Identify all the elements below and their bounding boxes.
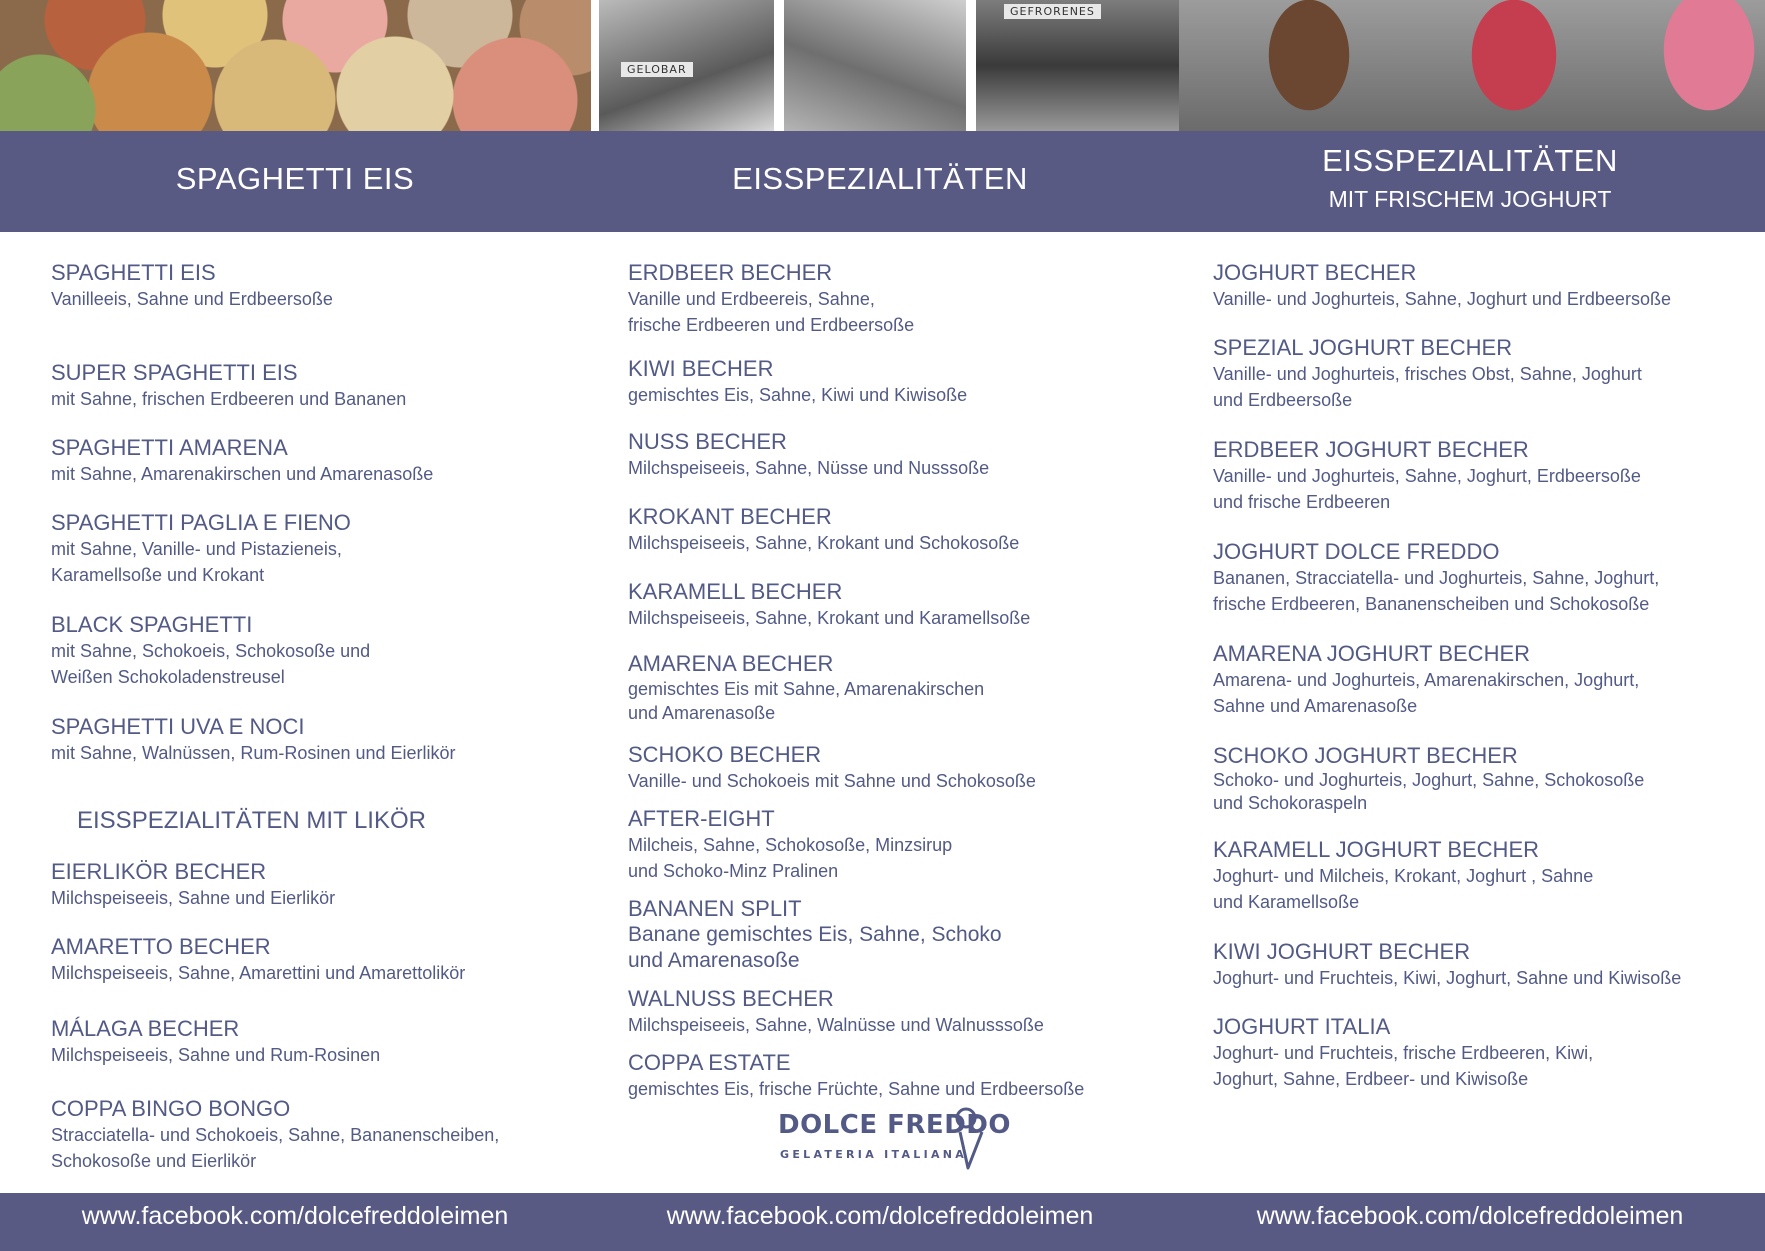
menu-item (628, 355, 967, 408)
vintage-vendor-photo (591, 0, 774, 131)
footer-band (0, 1193, 1765, 1251)
menu-item-name: AMARENA BECHER (628, 651, 834, 676)
menu-item (1213, 938, 1681, 991)
menu-item-name: BLACK SPAGHETTI (51, 612, 253, 637)
menu-item (1213, 334, 1642, 413)
menu-item-name: KIWI JOGHURT BECHER (1213, 939, 1471, 964)
menu-item-desc: Milchspeiseeis, Sahne, Krokant und Karamellsoße (628, 608, 1031, 628)
ice-cream-cone-icon (954, 1106, 988, 1174)
header-band (0, 131, 1765, 232)
menu-item (628, 428, 989, 481)
menu-item-name: SPAGHETTI PAGLIA E FIENO (51, 510, 351, 535)
vintage-scooter-photo (784, 0, 966, 131)
menu-item-name: KARAMELL BECHER (628, 579, 843, 604)
menu-item-name: COPPA BINGO BONGO (51, 1096, 291, 1121)
menu-item-name: SPAGHETTI EIS (51, 260, 216, 285)
menu-item-name: KROKANT BECHER (628, 504, 832, 529)
menu-item (1213, 742, 1644, 815)
menu-item (51, 1095, 499, 1174)
menu-item-desc: frische Erdbeeren, Bananenscheiben und Schokosoße (1213, 594, 1650, 614)
menu-item-name: JOGHURT DOLCE FREDDO (1213, 539, 1500, 564)
menu-item-name: JOGHURT ITALIA (1213, 1014, 1391, 1039)
menu-item-desc: Milchspeiseeis, Sahne, Walnüsse und Walnusssoße (628, 1015, 1044, 1035)
menu-item (51, 1015, 380, 1068)
col1-header: SPAGHETTI EIS (175, 161, 415, 196)
menu-item-desc: Banane gemischtes Eis, Sahne, Schoko (628, 923, 1002, 946)
ice-cream-scoops-photo (0, 0, 591, 131)
menu-item-name: WALNUSS BECHER (628, 986, 834, 1011)
menu-item-name: ERDBEER JOGHURT BECHER (1213, 437, 1529, 462)
menu-item (51, 359, 406, 412)
menu-item-desc: Vanille- und Joghurteis, Sahne, Joghurt und Erdbeersoße (1213, 289, 1671, 309)
menu-item-name: SPAGHETTI UVA E NOCI (51, 714, 305, 739)
menu-item-desc: Joghurt- und Fruchteis, Kiwi, Joghurt, Sahne und Kiwisoße (1213, 968, 1682, 988)
menu-item (1213, 836, 1593, 915)
photo-divider (591, 0, 599, 131)
menu-item-name: SCHOKO BECHER (628, 742, 822, 767)
menu-item-desc: gemischtes Eis, Sahne, Kiwi und Kiwisoße (628, 385, 968, 405)
menu-item-name: AMARETTO BECHER (51, 934, 271, 959)
menu-item (51, 509, 351, 588)
menu-item (1213, 640, 1639, 719)
vintage-shop-photo (976, 0, 1179, 131)
menu-item (51, 933, 465, 986)
menu-item-desc: mit Sahne, frischen Erdbeeren und Bananen (51, 389, 407, 409)
menu-item-desc: Weißen Schokoladenstreusel (51, 667, 285, 687)
menu-item-desc: Vanille- und Schokoeis mit Sahne und Schokosoße (628, 771, 1036, 791)
menu-item-desc: und frische Erdbeeren (1213, 492, 1391, 512)
menu-item-desc: Milchspeiseeis, Sahne, Amarettini und Amarettolikör (51, 963, 466, 983)
menu-item (628, 259, 914, 338)
menu-item (1213, 259, 1671, 312)
menu-item (628, 578, 1030, 631)
menu-item-name: KARAMELL JOGHURT BECHER (1213, 837, 1540, 862)
menu-item-desc: mit Sahne, Schokoeis, Schokosoße und (51, 641, 371, 661)
menu-item-desc: gemischtes Eis mit Sahne, Amarenakirschen (628, 679, 985, 699)
menu-item (51, 434, 433, 487)
col3-subheader: MIT FRISCHEM JOGHURT (1328, 186, 1612, 212)
menu-item-desc: Milcheis, Sahne, Schokosoße, Minzsirup (628, 835, 953, 855)
menu-item-desc: Karamellsoße und Krokant (51, 565, 265, 585)
col2-header: EISSPEZIALITÄTEN (732, 161, 1028, 196)
menu-item (628, 1049, 1084, 1102)
facebook-link[interactable]: www.facebook.com/dolcefreddoleimen (81, 1202, 509, 1230)
menu-item-name: SPAGHETTI AMARENA (51, 435, 288, 460)
menu-item-desc: Joghurt, Sahne, Erdbeer- und Kiwisoße (1213, 1069, 1529, 1089)
menu-item-desc: Sahne und Amarenasoße (1213, 696, 1418, 716)
sundae-cones-photo (1179, 0, 1765, 131)
photo-divider (776, 0, 784, 131)
menu-item-desc: gemischtes Eis, frische Früchte, Sahne und Erdbeersoße (628, 1079, 1085, 1099)
menu-item-desc: und Schokoraspeln (1213, 793, 1368, 813)
menu-item (1213, 538, 1659, 617)
menu-item-desc: Schokosoße und Eierlikör (51, 1151, 257, 1171)
menu-item-desc: Joghurt- und Fruchteis, frische Erdbeeren, Kiwi, (1213, 1043, 1594, 1063)
menu-item-name: COPPA ESTATE (628, 1050, 791, 1075)
menu-item-name: ERDBEER BECHER (628, 260, 833, 285)
menu-item (51, 858, 335, 911)
menu-item-desc: Milchspeiseeis, Sahne, Krokant und Schokosoße (628, 533, 1020, 553)
menu-item-desc: und Schoko-Minz Pralinen (628, 861, 839, 881)
menu-item-name: AMARENA JOGHURT BECHER (1213, 641, 1531, 666)
menu-item-desc: Schoko- und Joghurteis, Joghurt, Sahne, Schokosoße (1213, 770, 1645, 790)
menu-item (628, 650, 984, 725)
menu-item-desc: Milchspeiseeis, Sahne, Nüsse und Nusssoße (628, 458, 990, 478)
menu-item-desc: Vanilleeis, Sahne und Erdbeersoße (51, 289, 333, 309)
menu-item-desc: Joghurt- und Milcheis, Krokant, Joghurt , Sahne (1213, 866, 1594, 886)
menu-item-desc: und Amarenasoße (628, 949, 800, 972)
menu-item-desc: Bananen, Stracciatella- und Joghurteis, Sahne, Joghurt, (1213, 568, 1660, 588)
menu-item-name: JOGHURT BECHER (1213, 260, 1417, 285)
menu-item-name: SUPER SPAGHETTI EIS (51, 360, 298, 385)
menu-item-name: MÁLAGA BECHER (51, 1016, 240, 1041)
menu-item (628, 805, 952, 884)
menu-item (628, 741, 1036, 794)
menu-item-desc: und Erdbeersoße (1213, 390, 1353, 410)
menu-item-desc: Vanille und Erdbeereis, Sahne, (628, 289, 875, 309)
menu-item-desc: Amarena- und Joghurteis, Amarenakirschen, Joghurt, (1213, 670, 1640, 690)
facebook-link[interactable]: www.facebook.com/dolcefreddoleimen (1256, 1202, 1684, 1230)
menu-item-name: BANANEN SPLIT (628, 896, 802, 921)
photo-divider (968, 0, 976, 131)
menu-item-name: KIWI BECHER (628, 356, 774, 381)
menu-item (628, 985, 1044, 1038)
menu-item (51, 259, 333, 312)
menu-item-desc: Vanille- und Joghurteis, frisches Obst, Sahne, Joghurt (1213, 364, 1642, 384)
photo-sign-gelobar: GELOBAR (621, 62, 693, 77)
menu-item (51, 611, 370, 690)
liqueur-section-title: EISSPEZIALITÄTEN MIT LIKÖR (77, 807, 426, 834)
menu-item-desc: und Karamellsoße (1213, 892, 1360, 912)
menu-item (1213, 436, 1641, 515)
menu-item-desc: und Amarenasoße (628, 703, 776, 723)
menu-item-desc: frische Erdbeeren und Erdbeersoße (628, 315, 915, 335)
menu-item-name: SPEZIAL JOGHURT BECHER (1213, 335, 1513, 360)
menu-item-desc: mit Sahne, Walnüssen, Rum-Rosinen und Eierlikör (51, 743, 456, 763)
menu-item-desc: mit Sahne, Vanille- und Pistazieneis, (51, 539, 342, 559)
menu-item-desc: Milchspeiseeis, Sahne und Eierlikör (51, 888, 336, 908)
dolce-freddo-logo (778, 1110, 1011, 1180)
menu-item (628, 895, 1002, 974)
menu-item (51, 713, 456, 766)
menu-item-desc: Milchspeiseeis, Sahne und Rum-Rosinen (51, 1045, 381, 1065)
menu-item-name: SCHOKO JOGHURT BECHER (1213, 743, 1518, 768)
logo-tagline: GELATERIA ITALIANA (780, 1148, 968, 1161)
menu-item (1213, 1013, 1593, 1092)
photo-sign-gefrorenes: GEFRORENES (1004, 4, 1101, 19)
menu-item-name: AFTER-EIGHT (628, 806, 775, 831)
menu-item-name: NUSS BECHER (628, 429, 787, 454)
logo-name: DOLCE FREDDO (778, 1110, 1011, 1140)
menu-item-name: EIERLIKÖR BECHER (51, 859, 267, 884)
col3-header: EISSPEZIALITÄTEN (1322, 143, 1618, 178)
photo-strip (0, 0, 1765, 131)
menu-item-desc: mit Sahne, Amarenakirschen und Amarenasoße (51, 464, 434, 484)
menu-item (628, 503, 1019, 556)
facebook-link[interactable]: www.facebook.com/dolcefreddoleimen (666, 1202, 1094, 1230)
menu-item-desc: Stracciatella- und Schokoeis, Sahne, Bananenscheiben, (51, 1125, 500, 1145)
menu-item-desc: Vanille- und Joghurteis, Sahne, Joghurt, Erdbeersoße (1213, 466, 1641, 486)
